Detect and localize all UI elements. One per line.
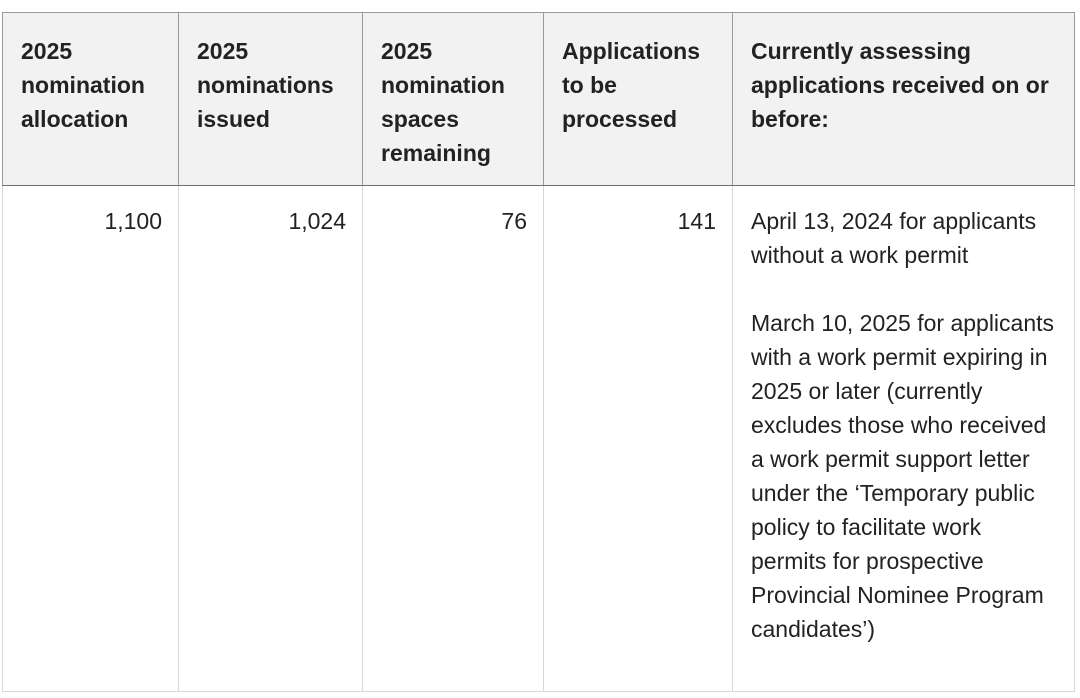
nomination-status-table [2,12,1075,692]
table-row [3,186,1075,692]
header-nomination-allocation: 2025 nomination allocation [3,13,179,186]
cell-remaining: 76 [363,186,544,692]
cell-issued: 1,024 [179,186,363,692]
cell-allocation: 1,100 [3,186,179,692]
header-nominations-issued: 2025 nominations issued [179,13,363,186]
cell-currently-assessing [733,186,1075,692]
assessing-with-permit: March 10, 2025 for applicants with a work permit expiring in 2025 or later (currently excludes those who received a work permit support letter under the ‘Temporary public policy to facilitate work permits for prospective Provincial Nominee Program candidates’) [751,310,1055,642]
header-currently-assessing: Currently assessing applications received on or before: [733,13,1075,186]
table-header-row [3,13,1075,186]
cell-to-process: 141 [544,186,733,692]
assessing-without-permit: April 13, 2024 for applicants without a work permit [751,208,1037,268]
header-spaces-remaining: 2025 nomination spaces remaining [363,13,544,186]
header-applications-to-process: Applications to be processed [544,13,733,186]
